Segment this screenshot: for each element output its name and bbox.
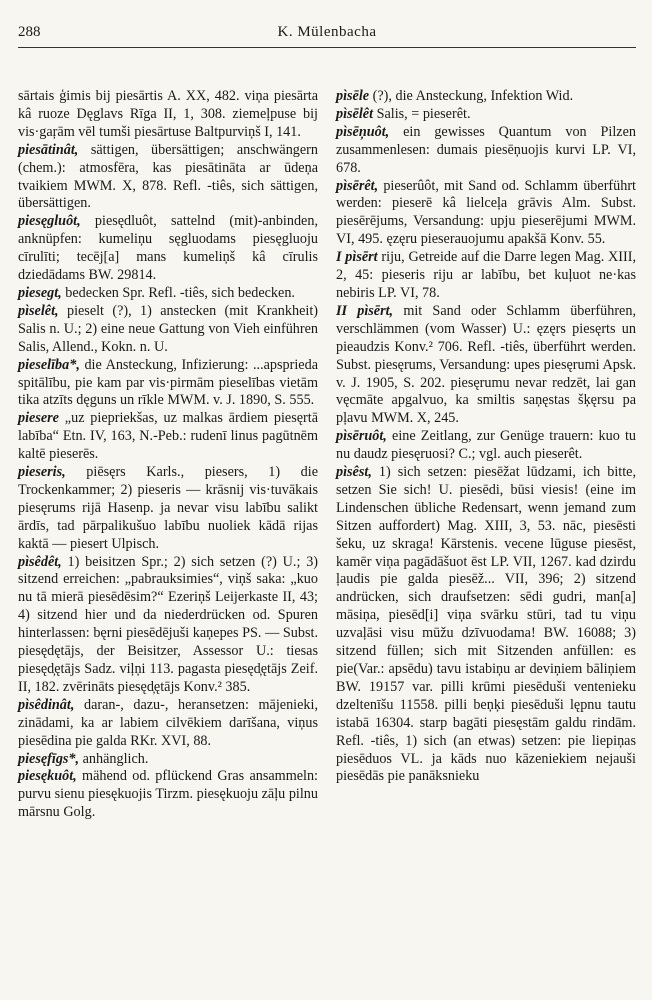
entry-headword: pìsêdêt, — [18, 553, 62, 570]
entry-headword: pieselība*, — [18, 356, 80, 373]
entry-text: 1) sich setzen: piesēžat lūdzami, ich bitte, setzen Sie sich! U. piesēdi, būsi viesis! (eine im Lindenschen übliche Redensart, wenn jemand zum Sitzen auffordert) Mag. XIII, 3, 53. nāc, piesēsti šeku, uz skraga! Kārstenis. vecene lūguse piesēst, kamēr viņa pagādāšuot ēst LP. VII, 1267. kad dzirdu ļaudis pie galda piesēž... VII, 396; 2) sitzend andrücken, sich draufsetzen: sēdi gudri, man[a] māsiņa, piesēd[i] viņa svārku stūri, tad tu viņu uzvaļāsi visu mūžu dzīvuodama! BW. 16088; 3) sitzend füllen; sich mit Sitzenden anfüllen: es pie(Var.: apsēdu) tavu istabiņu ar deviņiem bāliņiem BW. 19157 var. pilli krūmi piesēduši ventenieku dzeltenīšu 11558. pilli beņķi piesēduši lępnu tautu istabā 16304. starp bagāti piesęstām galdu rindām. Refl. -tiês, 1) sich (an etwas) setzen: pie liepiņas piesēduos VL. ja kāds nuo kāzeniekiem nejauši piesēdās pie panāksnieku — [336, 464, 637, 785]
entry-headword: piesegt, — [18, 284, 62, 301]
entry-text: piēsęrs Karls., piesers, 1) die Trockenkammer; 2) pieseris — krāsnij vis·tuvākais piesęrums rijā Hasenp. ja nevar visu labību salikt ārdīs, tad pārpalikušuo labību nuoliek kādā rijas kaktā — piesert Ulpisch. — [18, 464, 318, 552]
entry-headword: piesere — [18, 410, 59, 427]
entry-text: sättigen, übersättigen; anschwängern (chem.): atmosfēra, kas piesātināta ar ūdeņa tvaikiem MWM. X, 878. Refl. -tiês, sich sättigen, übersättigen. — [18, 141, 318, 212]
entry-headword: pìsēruôt, — [336, 428, 387, 445]
entry-text: (?), die Ansteckung, Infektion Wid. — [372, 88, 574, 104]
entry-headword: pìsērêt, — [336, 177, 379, 194]
entry-text: mähend od. pflückend Gras ansammeln: purvu sienu piesękuojis Tirzm. piesękuoju zāļu pilnu mārsnu Golg. — [18, 768, 318, 821]
dictionary-entry — [336, 88, 636, 106]
entry-headword: piesękuôt, — [18, 768, 77, 785]
dictionary-entry — [18, 357, 318, 411]
dictionary-entry — [18, 751, 318, 769]
dictionary-entry — [18, 88, 318, 142]
dictionary-entry — [18, 410, 318, 464]
dictionary-entry — [18, 303, 318, 357]
entry-text: die Ansteckung, Infizierung: ...apsprieda spitālību, pie kam par vis·pirmām pieselības vietām tika atzīts dęguns un rīkle MWM. v. J. 1890, S. 555. — [18, 356, 319, 409]
entry-text: bedecken Spr. Refl. -tiês, sich bedecken. — [65, 284, 295, 301]
entry-text: pieselt (?), 1) anstecken (mit Krankheit) Salis n. U.; 2) eine neue Gattung von Vieh einführen Salis, Allend., Kokn. n. U. — [18, 302, 318, 355]
dictionary-entry — [18, 554, 318, 697]
entry-text: daran-, dazu-, heransetzen: mājenieki, zinādami, ka ar labiem cilvēkiem darīšana, viņus piesēdina pie galda RKr. XVI, 88. — [18, 696, 319, 749]
dictionary-entry — [18, 285, 318, 303]
page-header — [18, 24, 636, 48]
entry-text: Salis, = pieserêt. — [376, 105, 471, 122]
entry-headword: II pìsērt, — [336, 302, 394, 319]
dictionary-entry — [336, 106, 636, 124]
entry-text: piesędluôt, sattelnd (mit)-anbinden, anknüpfen: kumeliņu sęgluodams piesęgluoju cīrulīti; tecēj[a] mans kumeliņš kâ cīrulis dziedādams BW. 29814. — [18, 213, 318, 284]
dictionary-entry — [336, 303, 636, 428]
right-column — [336, 88, 636, 822]
entry-headword: pìsêst, — [336, 464, 372, 481]
entry-headword: pìselêt, — [18, 302, 59, 319]
entry-headword: pìsêdinât, — [18, 696, 75, 713]
dictionary-entry — [18, 213, 318, 285]
entry-headword: pìsēlêt — [336, 105, 374, 122]
entry-headword: piesātinât, — [18, 141, 79, 158]
entry-headword: pìsēle — [336, 88, 370, 104]
entry-text: 1) beisitzen Spr.; 2) sich setzen (?) U.; 3) sitzend erreichen: „pabrauksimies“, viņš saka: „kuo nu tā mierā piesēdēsim?“ Ezeriņš Leijerkaste II, 43; 4) sitzend hier und da niederdrücken od. Spuren hinterlassen: bęrni piesēdējuši kaņepes PS. — Subst. piesędętājs, der Beisitzer, Assessor U.: tiesas piesęd̦ętājs Sadz. viļņi 113. pagasta piesęd̦ętājs Zeif. II, 182. zvērināts piesęd̦ętājs Konv.² 385. — [18, 553, 319, 695]
entry-text: riju, Getreide auf die Darre legen Mag. XIII, 2, 45: pieseris riju ar labību, bet kuļuot ne·kas nebiris LP. VI, 78. — [336, 249, 636, 301]
entry-text: sārtais ģimis bij piesārtis A. XX, 482. viņa piesārta kâ ruoze Dęglavs Rīga II, 1, 308. ziemeļpuse bij vis·gaŗām vēl tumši piesārtuse Baltpurviņš I, 141. — [18, 88, 318, 140]
dictionary-entry — [336, 428, 636, 464]
dictionary-entry — [336, 178, 636, 250]
entry-headword: piesęgluôt, — [18, 213, 81, 230]
two-column-body — [18, 88, 636, 822]
entry-text: eine Zeitlang, zur Genüge trauern: kuo tu nu daudz piesęruosi? C.; vgl. auch pieserêt. — [336, 428, 637, 463]
entry-headword: I pìsērt — [336, 249, 378, 266]
dictionary-entry — [18, 464, 318, 554]
entry-text: anhänglich. — [82, 750, 149, 767]
page-number: 288 — [18, 24, 41, 40]
left-column — [18, 88, 318, 822]
entry-headword: pieseris, — [18, 464, 66, 481]
dictionary-entry — [336, 464, 636, 786]
dictionary-entry — [18, 768, 318, 822]
dictionary-entry — [336, 124, 636, 178]
dictionary-entry — [18, 142, 318, 214]
entry-text: pieserûôt, mit Sand od. Schlamm überführt werden: pieserē kâ lielceļa grāvis Alm. Subst. piesērējums, Versandung: upju pieserējumi MWM. VI, 495. ęzęru pieserauojumu apakšā Konv. 55. — [336, 177, 637, 248]
entry-text: mit Sand oder Schlamm überführen, verschlämmen (vom Wasser) U.: ęzęrs piesęrts un pieaudzis Konv.² 706. Refl. -tiês, überführt werden. Subst. piesęrums, Versandung: upes piesęrumi Apsk. v. J. 1905, S. 202. piesęrumu nevar redzēt, lai gan vęcmāte apgalvuo, ka smiltis saņęstas šķęrsu pa pļavu MWM. X, 245. — [336, 302, 636, 427]
entry-headword: piesęfīgs*, — [18, 750, 80, 767]
dictionary-entry — [18, 697, 318, 751]
entry-headword: pìsēņuôt, — [336, 123, 390, 140]
page-title: K. Mülenbacha — [277, 24, 377, 40]
entry-text: ein gewisses Quantum von Pilzen zusammenlesen: dumais piesēņuojis kurvi LP. VI, 678. — [336, 123, 636, 176]
dictionary-entry — [336, 249, 636, 303]
entry-text: „uz piepriekšas, uz malkas ārdiem piesęrtā labība“ Etn. IV, 163, N.-Peb.: rudenī linus pagūtnēm kaltē pieserēs. — [18, 410, 318, 463]
